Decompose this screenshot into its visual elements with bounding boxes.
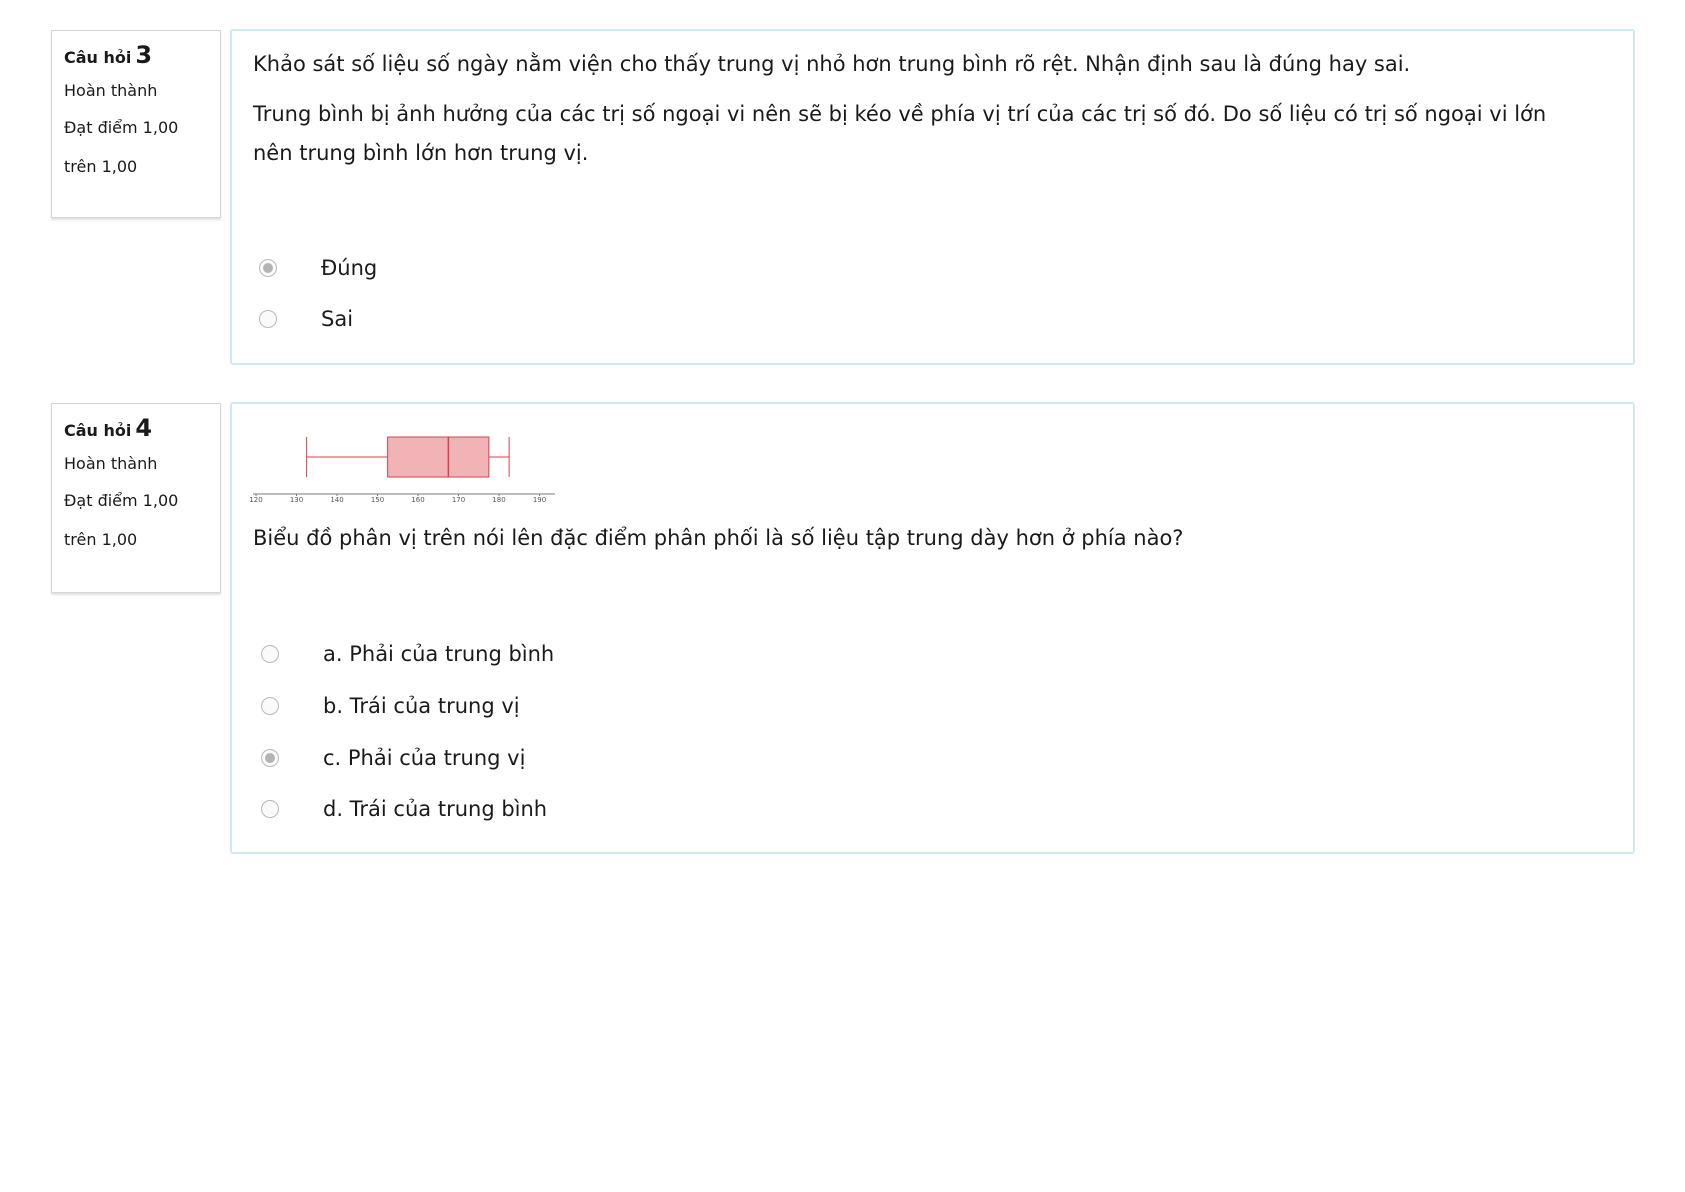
q4-radio-d[interactable]: [261, 800, 279, 818]
q3-grade-line1: Đạt điểm 1,00: [64, 118, 179, 137]
q4-content: [230, 402, 1635, 854]
q3-number: 3: [135, 41, 153, 69]
q4-number: 4: [135, 414, 153, 442]
boxplot-box: [388, 437, 489, 477]
q3-state: Hoàn thành: [64, 81, 158, 100]
q4-info-panel: [51, 403, 221, 593]
q3-question-number: [64, 41, 220, 69]
q3-content: [230, 29, 1635, 365]
boxplot-tick-label: 140: [330, 496, 344, 504]
q4-option-d[interactable]: [261, 793, 547, 825]
q4-option-label: a. Phải của trung bình: [323, 642, 555, 666]
q3-option-label: Đúng: [321, 256, 378, 280]
boxplot-tick-label: 190: [532, 496, 547, 504]
q3-question-text: Khảo sát số liệu số ngày nằm viện cho thấy trung vị nhỏ hơn trung bình rõ rệt. Nhận định sau là đúng hay sai.: [253, 52, 1411, 76]
boxplot-tick-label: 130: [289, 496, 304, 504]
q4-radio-a[interactable]: [261, 645, 279, 663]
q3-grade-line2: trên 1,00: [64, 157, 138, 176]
q4-question-number: [64, 414, 220, 442]
q3-option-label: Sai: [321, 307, 354, 331]
q3-radio-sai[interactable]: [259, 310, 277, 328]
boxplot-tick-label: 150: [370, 496, 385, 504]
q4-option-label: c. Phải của trung vị: [323, 746, 526, 770]
q4-option-b[interactable]: [261, 690, 520, 722]
q4-option-c[interactable]: [261, 742, 525, 774]
q3-explanation-line2: nên trung bình lớn hơn trung vị.: [253, 141, 589, 165]
boxplot-tick-label: 170: [451, 496, 466, 504]
q3-question-label: Câu hỏi: [64, 48, 132, 67]
q4-grade: [64, 481, 220, 559]
boxplot-tick-label: 180: [492, 496, 506, 504]
q3-radio-dung[interactable]: [259, 259, 277, 277]
q3-option-sai[interactable]: [259, 303, 353, 335]
boxplot-tick-label: 160: [411, 496, 425, 504]
q4-question-label: Câu hỏi: [64, 421, 132, 440]
q4-radio-c[interactable]: [261, 749, 279, 767]
q3-explanation-line1: Trung bình bị ảnh hưởng của các trị số ngoại vi nên sẽ bị kéo về phía vị trí của các trị số đó. Do số liệu có trị số ngoại vi lớn: [253, 102, 1547, 126]
q4-grade-line1: Đạt điểm 1,00: [64, 491, 179, 510]
q4-question-text: Biểu đồ phân vị trên nói lên đặc điểm phân phối là số liệu tập trung dày hơn ở phía nào?: [253, 526, 1184, 550]
boxplot-tick-label: 120: [249, 496, 263, 504]
q3-info-panel: [51, 30, 221, 218]
q4-option-label: b. Trái của trung vị: [323, 694, 520, 718]
q3-grade: [64, 108, 220, 186]
q4-radio-b[interactable]: [261, 697, 279, 715]
q4-option-a[interactable]: [261, 638, 554, 670]
q4-option-label: d. Trái của trung bình: [323, 797, 548, 821]
q4-state: Hoàn thành: [64, 454, 158, 473]
q4-grade-line2: trên 1,00: [64, 530, 138, 549]
q3-option-dung[interactable]: [259, 252, 377, 284]
boxplot-chart: [249, 428, 559, 508]
